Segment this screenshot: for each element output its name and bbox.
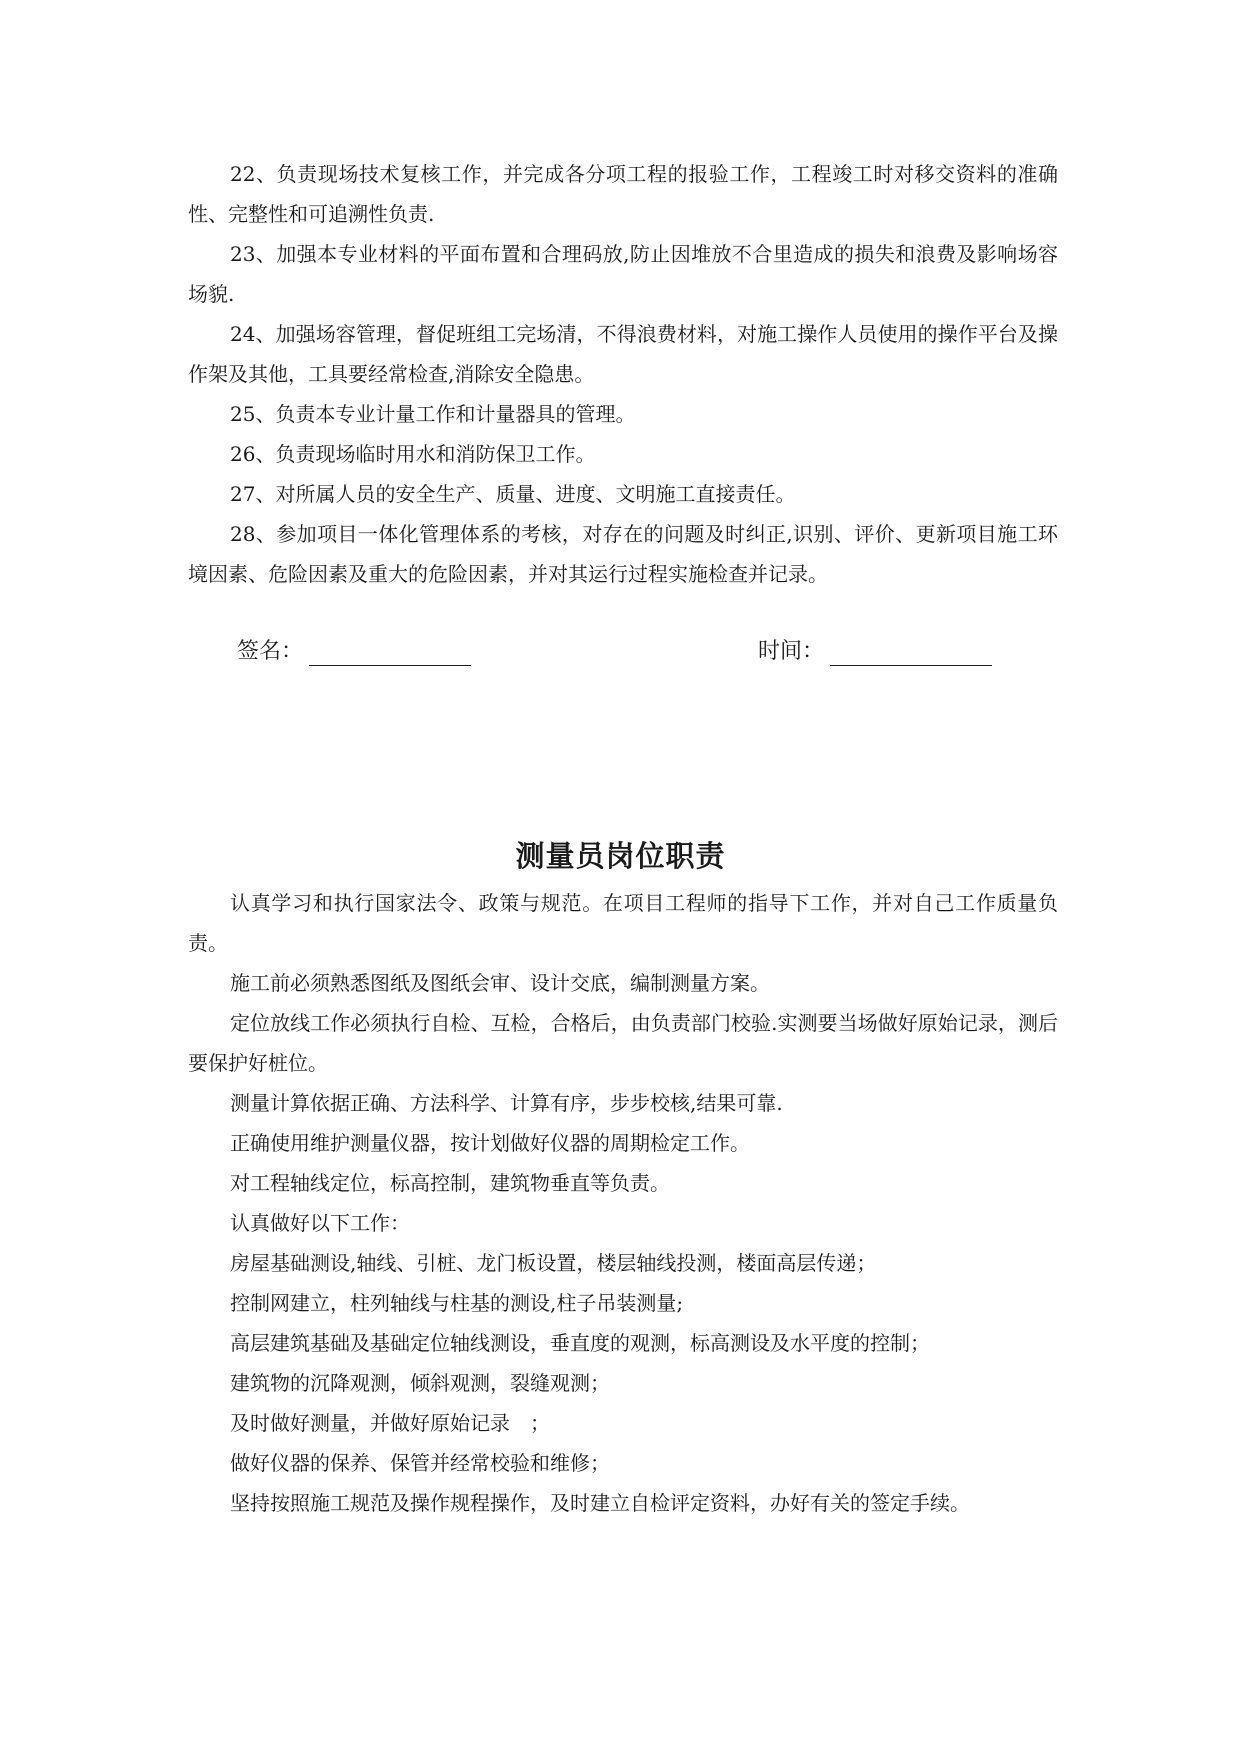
duty-item-23: 23、加强本专业材料的平面布置和合理码放,防止因堆放不合里造成的损失和浪费及影响场容场貌. — [188, 242, 1058, 306]
signature-name-label: 签名： — [237, 639, 304, 664]
surveyor-paragraph: 控制网建立，柱列轴线与柱基的测设,柱子吊装测量; — [230, 1291, 684, 1315]
surveyor-paragraph: 测量计算依据正确、方法科学、计算有序，步步校核,结果可靠. — [230, 1091, 783, 1115]
signature-row — [0, 632, 1241, 672]
surveyor-paragraph: 高层建筑基础及基础定位轴线测设，垂直度的观测，标高测设及水平度的控制； — [230, 1331, 930, 1355]
duty-item-26: 26、负责现场临时用水和消防保卫工作。 — [230, 442, 596, 466]
surveyor-paragraph: 对工程轴线定位，标高控制，建筑物垂直等负责。 — [230, 1171, 670, 1195]
duty-item-24: 24、加强场容管理，督促班组工完场清，不得浪费材料，对施工操作人员使用的操作平台及操作架及其他，工具要经常检查,消除安全隐患。 — [188, 322, 1058, 386]
signature-time-label: 时间： — [758, 639, 825, 664]
surveyor-paragraph: 正确使用维护测量仪器，按计划做好仪器的周期检定工作。 — [230, 1131, 750, 1155]
section-title: 测量员岗位职责 — [515, 839, 726, 873]
duty-item-27: 27、对所属人员的安全生产、质量、进度、文明施工直接责任。 — [230, 482, 796, 506]
surveyor-paragraph: 认真学习和执行国家法令、政策与规范。在项目工程师的指导下工作，并对自己工作质量负责。 — [188, 891, 1058, 955]
surveyor-duties-list — [188, 883, 1058, 1523]
surveyor-paragraph: 房屋基础测设,轴线、引桩、龙门板设置，楼层轴线投测，楼面高层传递； — [230, 1251, 877, 1275]
surveyor-paragraph: 坚持按照施工规范及操作规程操作，及时建立自检评定资料，办好有关的签定手续。 — [230, 1491, 970, 1515]
duty-item-28: 28、参加项目一体化管理体系的考核，对存在的问题及时纠正,识别、评价、更新项目施工环境因素、危险因素及重大的危险因素，并对其运行过程实施检查并记录。 — [188, 522, 1058, 586]
surveyor-paragraph: 施工前必须熟悉图纸及图纸会审、设计交底，编制测量方案。 — [230, 971, 770, 995]
signature-name-group — [237, 632, 471, 672]
surveyor-paragraph: 认真做好以下工作： — [230, 1211, 410, 1235]
surveyor-paragraph: 及时做好测量，并做好原始记录 ； — [230, 1411, 550, 1435]
signature-time-group — [758, 632, 992, 672]
duties-continued-list — [188, 154, 1058, 594]
signature-name-line[interactable] — [309, 664, 471, 666]
surveyor-paragraph: 建筑物的沉降观测，倾斜观测，裂缝观测； — [230, 1371, 610, 1395]
duty-item-22: 22、负责现场技术复核工作，并完成各分项工程的报验工作，工程竣工时对移交资料的准确性、完整性和可追溯性负责. — [188, 162, 1058, 226]
signature-time-line[interactable] — [830, 664, 992, 666]
surveyor-paragraph: 定位放线工作必须执行自检、互检，合格后，由负责部门校验.实测要当场做好原始记录，测后要保护好桩位。 — [188, 1011, 1058, 1075]
surveyor-paragraph: 做好仪器的保养、保管并经常校验和维修； — [230, 1451, 610, 1475]
duty-item-25: 25、负责本专业计量工作和计量器具的管理。 — [230, 402, 636, 426]
